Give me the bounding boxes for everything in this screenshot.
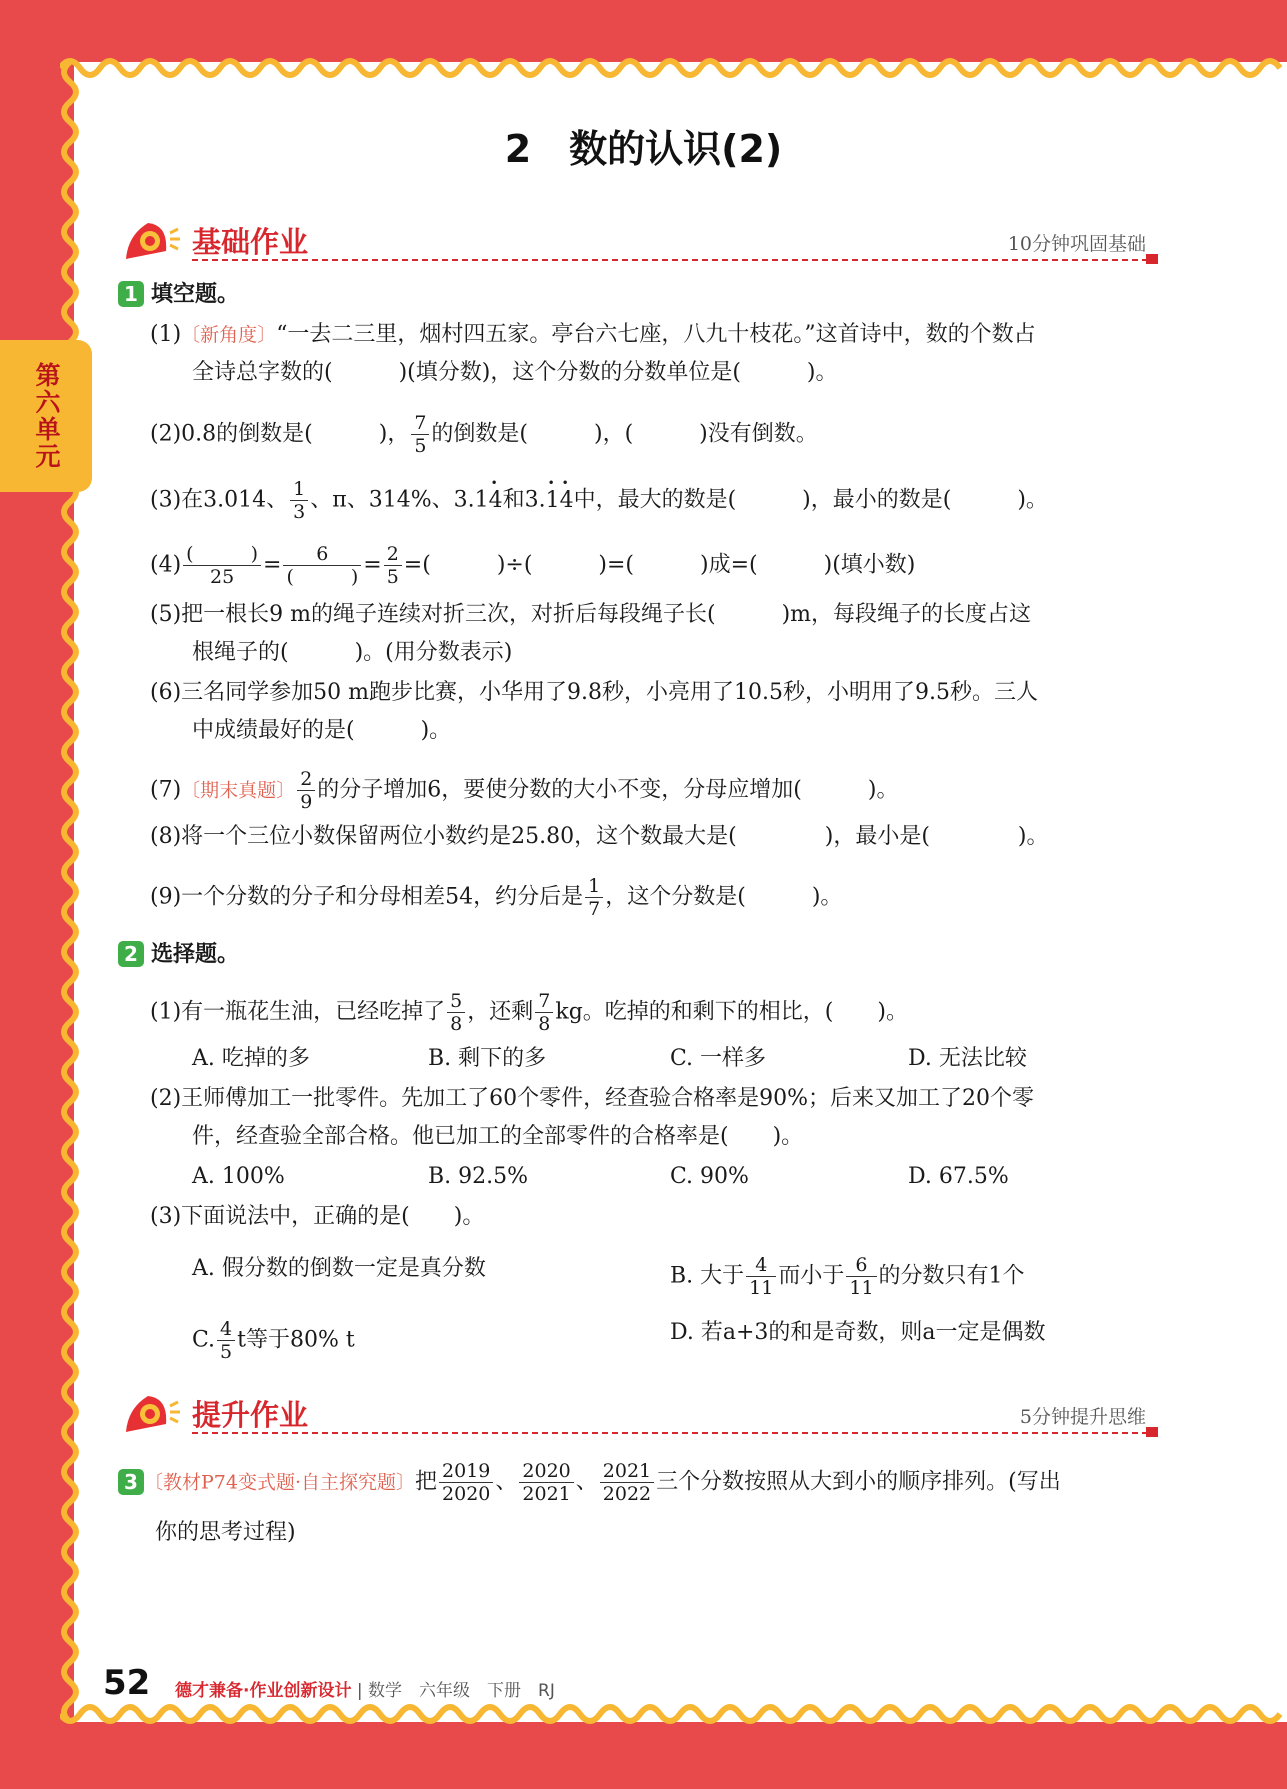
q2-title: 选择题。 [151,942,240,967]
q2-item-2-line1: (2)王师傅加工一批零件。先加工了60个零件，经查验合格率是90%；后来又加工了20个零 [150,1086,1035,1111]
q1-7-fraction [297,768,315,813]
frac-num: 2 [297,768,315,791]
section-header-advanced [118,1388,1158,1438]
q1-title: 填空题。 [151,282,240,307]
frac-den: 2022 [602,1483,652,1505]
q1-item-3 [150,478,1048,523]
q1-item-6-line2: 中成绩最好的是( )。 [192,718,452,743]
frac-num: 4 [746,1254,776,1277]
left-wave-border [56,62,82,1722]
q1-item-7 [150,768,898,813]
q1-1-tag: 〔新角度〕 [181,324,277,346]
frac-den: 7 [588,898,601,920]
q2-3-b-mid: 而小于 [778,1263,845,1289]
unit-tab-label: 第六单元 [32,362,61,470]
q2-heading [118,940,239,970]
q2-2-option-a: A. 100% [192,1164,285,1189]
q2-1-option-b: B. 剩下的多 [428,1046,547,1071]
q2-3-b-fraction-2 [846,1254,876,1299]
q1-4-fraction-3 [384,543,402,588]
page-title: 2 数的认识(2) [504,127,783,171]
frac-num: 7 [411,412,429,435]
q2-item-3: (3)下面说法中，正确的是( )。 [150,1204,485,1229]
q2-3-option-d: D. 若a+3的和是奇数，则a一定是偶数 [670,1320,1046,1345]
q3-suffix: 三个分数按照从大到小的顺序排列。(写出 [656,1469,1061,1495]
q3-number: 3 [118,1469,144,1495]
q2-1-mid: ，还剩 [467,999,534,1025]
q1-4-fraction-1 [183,543,261,588]
q1-4-fraction-2 [283,543,361,588]
section-note-basic: 10分钟巩固基础 [1007,233,1146,255]
frac-den: 8 [450,1013,463,1035]
q2-1-option-a: A. 吃掉的多 [192,1046,310,1071]
q2-number: 2 [118,941,144,967]
frac-num: 1 [290,478,308,501]
q1-3-mid2: 和3. [502,487,546,513]
q1-item-2 [150,412,818,457]
section-note-advanced: 5分钟提升思维 [1019,1406,1146,1428]
q2-3-b-fraction-1 [746,1254,776,1299]
q2-2-option-b: B. 92.5% [428,1164,529,1189]
section-title-basic: 基础作业 [192,225,309,259]
q2-1-fraction-1 [447,990,465,1035]
frac-num: 6 [846,1254,876,1277]
footer-subject: | 数学 六年级 下册 RJ [356,1681,555,1701]
frac-num: 6 [283,543,361,566]
q1-number: 1 [118,281,144,307]
section-title-advanced: 提升作业 [192,1398,309,1432]
q1-7-suffix: 的分子增加6，要使分数的大小不变，分母应增加( )。 [317,777,899,803]
frac-num: 7 [535,990,553,1013]
q2-3-option-b [670,1254,1025,1299]
page-number: 52 [103,1663,151,1703]
q1-item-4 [150,543,915,588]
q2-3-c-prefix: C. [192,1327,216,1353]
q3-separator: 、 [575,1469,598,1495]
section-divider [192,1432,1158,1434]
frac-num: 2020 [519,1460,573,1483]
q1-7-prefix: (7) [150,777,182,803]
q3-tag: 〔教材P74变式题·自主探究题〕 [144,1471,416,1494]
frac-num: 5 [447,990,465,1013]
q1-3-repeat-digit: • 4 [489,488,503,513]
q1-3-mid: 、π、314%、3.1 [310,487,489,513]
q1-3-fraction [290,478,308,523]
unit-tab [0,340,92,492]
q1-3-prefix: (3)在3.014、 [150,487,289,513]
footer-text [175,1676,555,1701]
q2-1-option-c: C. 一样多 [670,1046,767,1071]
frac-den: 3 [293,501,306,523]
q2-3-option-a: A. 假分数的倒数一定是真分数 [192,1256,486,1281]
frac-den: 5 [414,435,427,457]
q2-2-option-c: C. 90% [670,1164,749,1189]
equals-sign: = [263,552,282,578]
q2-1-fraction-2 [535,990,553,1035]
frac-den: 5 [386,566,399,588]
section-header-basic [118,215,1158,265]
q2-1-prefix: (1)有一瓶花生油，已经吃掉了 [150,999,446,1025]
q3-line1 [118,1460,1061,1505]
frac-num: ( ) [183,543,261,566]
q2-3-b-prefix: B. 大于 [670,1263,745,1289]
q3-fraction-2 [519,1460,573,1505]
frac-den: 2020 [442,1483,491,1505]
q3-prefix: 把 [415,1469,438,1495]
q2-3-b-suffix: 的分数只有1个 [878,1263,1025,1289]
frac-den: 2021 [522,1483,571,1505]
q1-2-prefix: (2)0.8的倒数是( )， [150,421,410,447]
q1-2-fraction [411,412,429,457]
q1-item-6-line1: (6)三名同学参加50 m跑步比赛，小华用了9.8秒，小亮用了10.5秒，小明用了9.5秒。三人 [150,680,1038,705]
q2-1-option-d: D. 无法比较 [908,1046,1027,1071]
q1-item-5-line1: (5)把一根长9 m的绳子连续对折三次，对折后每段绳子长( )m，每段绳子的长度占这 [150,602,1032,627]
frac-num: 2021 [600,1460,654,1483]
q1-9-prefix: (9)一个分数的分子和分母相差54，约分后是 [150,884,584,910]
frac-num: 2 [384,543,402,566]
section-divider-end [1146,1427,1158,1437]
frac-num: 2019 [439,1460,493,1483]
equals-sign: = [363,552,382,578]
q1-item-8: (8)将一个三位小数保留两位小数约是25.80，这个数最大是( )，最小是( )。 [150,824,1049,849]
bell-mascot-icon [118,1388,182,1438]
q2-item-2-line2: 件，经查验全部合格。他已加工的全部零件的合格率是( )。 [192,1124,804,1149]
bell-mascot-icon [118,215,182,265]
frac-num: 4 [217,1318,235,1341]
q1-9-fraction [585,875,603,920]
section-divider-end [1146,254,1158,264]
frac-den: 9 [300,791,313,813]
q3-line2: 你的思考过程) [155,1520,296,1545]
q2-3-option-c [192,1318,355,1363]
frac-den: 11 [749,1277,774,1299]
frac-den: 25 [209,566,235,588]
q1-1-prefix: (1) [150,322,182,347]
frac-den: 8 [538,1013,551,1035]
q3-fraction-3 [600,1460,654,1505]
q2-2-option-d: D. 67.5% [908,1164,1009,1189]
frac-den: ( ) [286,566,359,588]
q3-separator: 、 [495,1469,518,1495]
q1-9-suffix: ，这个分数是( )。 [605,884,843,910]
top-wave-border [60,40,1287,80]
q1-item-5-line2: 根绳子的( )。(用分数表示) [192,640,513,665]
q1-4-prefix: (4) [150,552,182,578]
q1-4-suffix: =( )÷( )=( )成=( )(填小数) [403,552,916,578]
q2-item-1 [150,990,908,1035]
q1-heading [118,280,239,310]
q2-1-suffix: kg。吃掉的和剩下的相比，( )。 [555,999,908,1025]
q1-item-1-line1 [150,320,1036,350]
frac-num: 1 [585,875,603,898]
q1-7-tag: 〔期末真题〕 [181,779,296,802]
q1-3-repeat-digit: • 4 [560,488,574,513]
section-divider [192,259,1158,261]
footer-brand: 德才兼备·作业创新设计 [175,1681,352,1701]
q1-3-repeat-digit: • 1 [546,488,560,513]
q1-1-text: “一去二三里，烟村四五家。亭台六七座，八九十枝花。”这首诗中，数的个数占 [276,322,1036,347]
q1-2-suffix: 的倒数是( )，( )没有倒数。 [431,421,818,447]
frac-den: 11 [849,1277,874,1299]
q1-item-9 [150,875,842,920]
q1-item-1-line2: 全诗总字数的( )(填分数)，这个分数的分数单位是( )。 [192,360,838,385]
q2-3-c-fraction [217,1318,235,1363]
q1-3-suffix: 中，最大的数是( )，最小的数是( )。 [573,487,1048,513]
q2-3-c-suffix: t等于80% t [237,1327,355,1353]
q3-fraction-1 [439,1460,493,1505]
frac-den: 5 [220,1341,233,1363]
bottom-wave-border [60,1702,1287,1742]
